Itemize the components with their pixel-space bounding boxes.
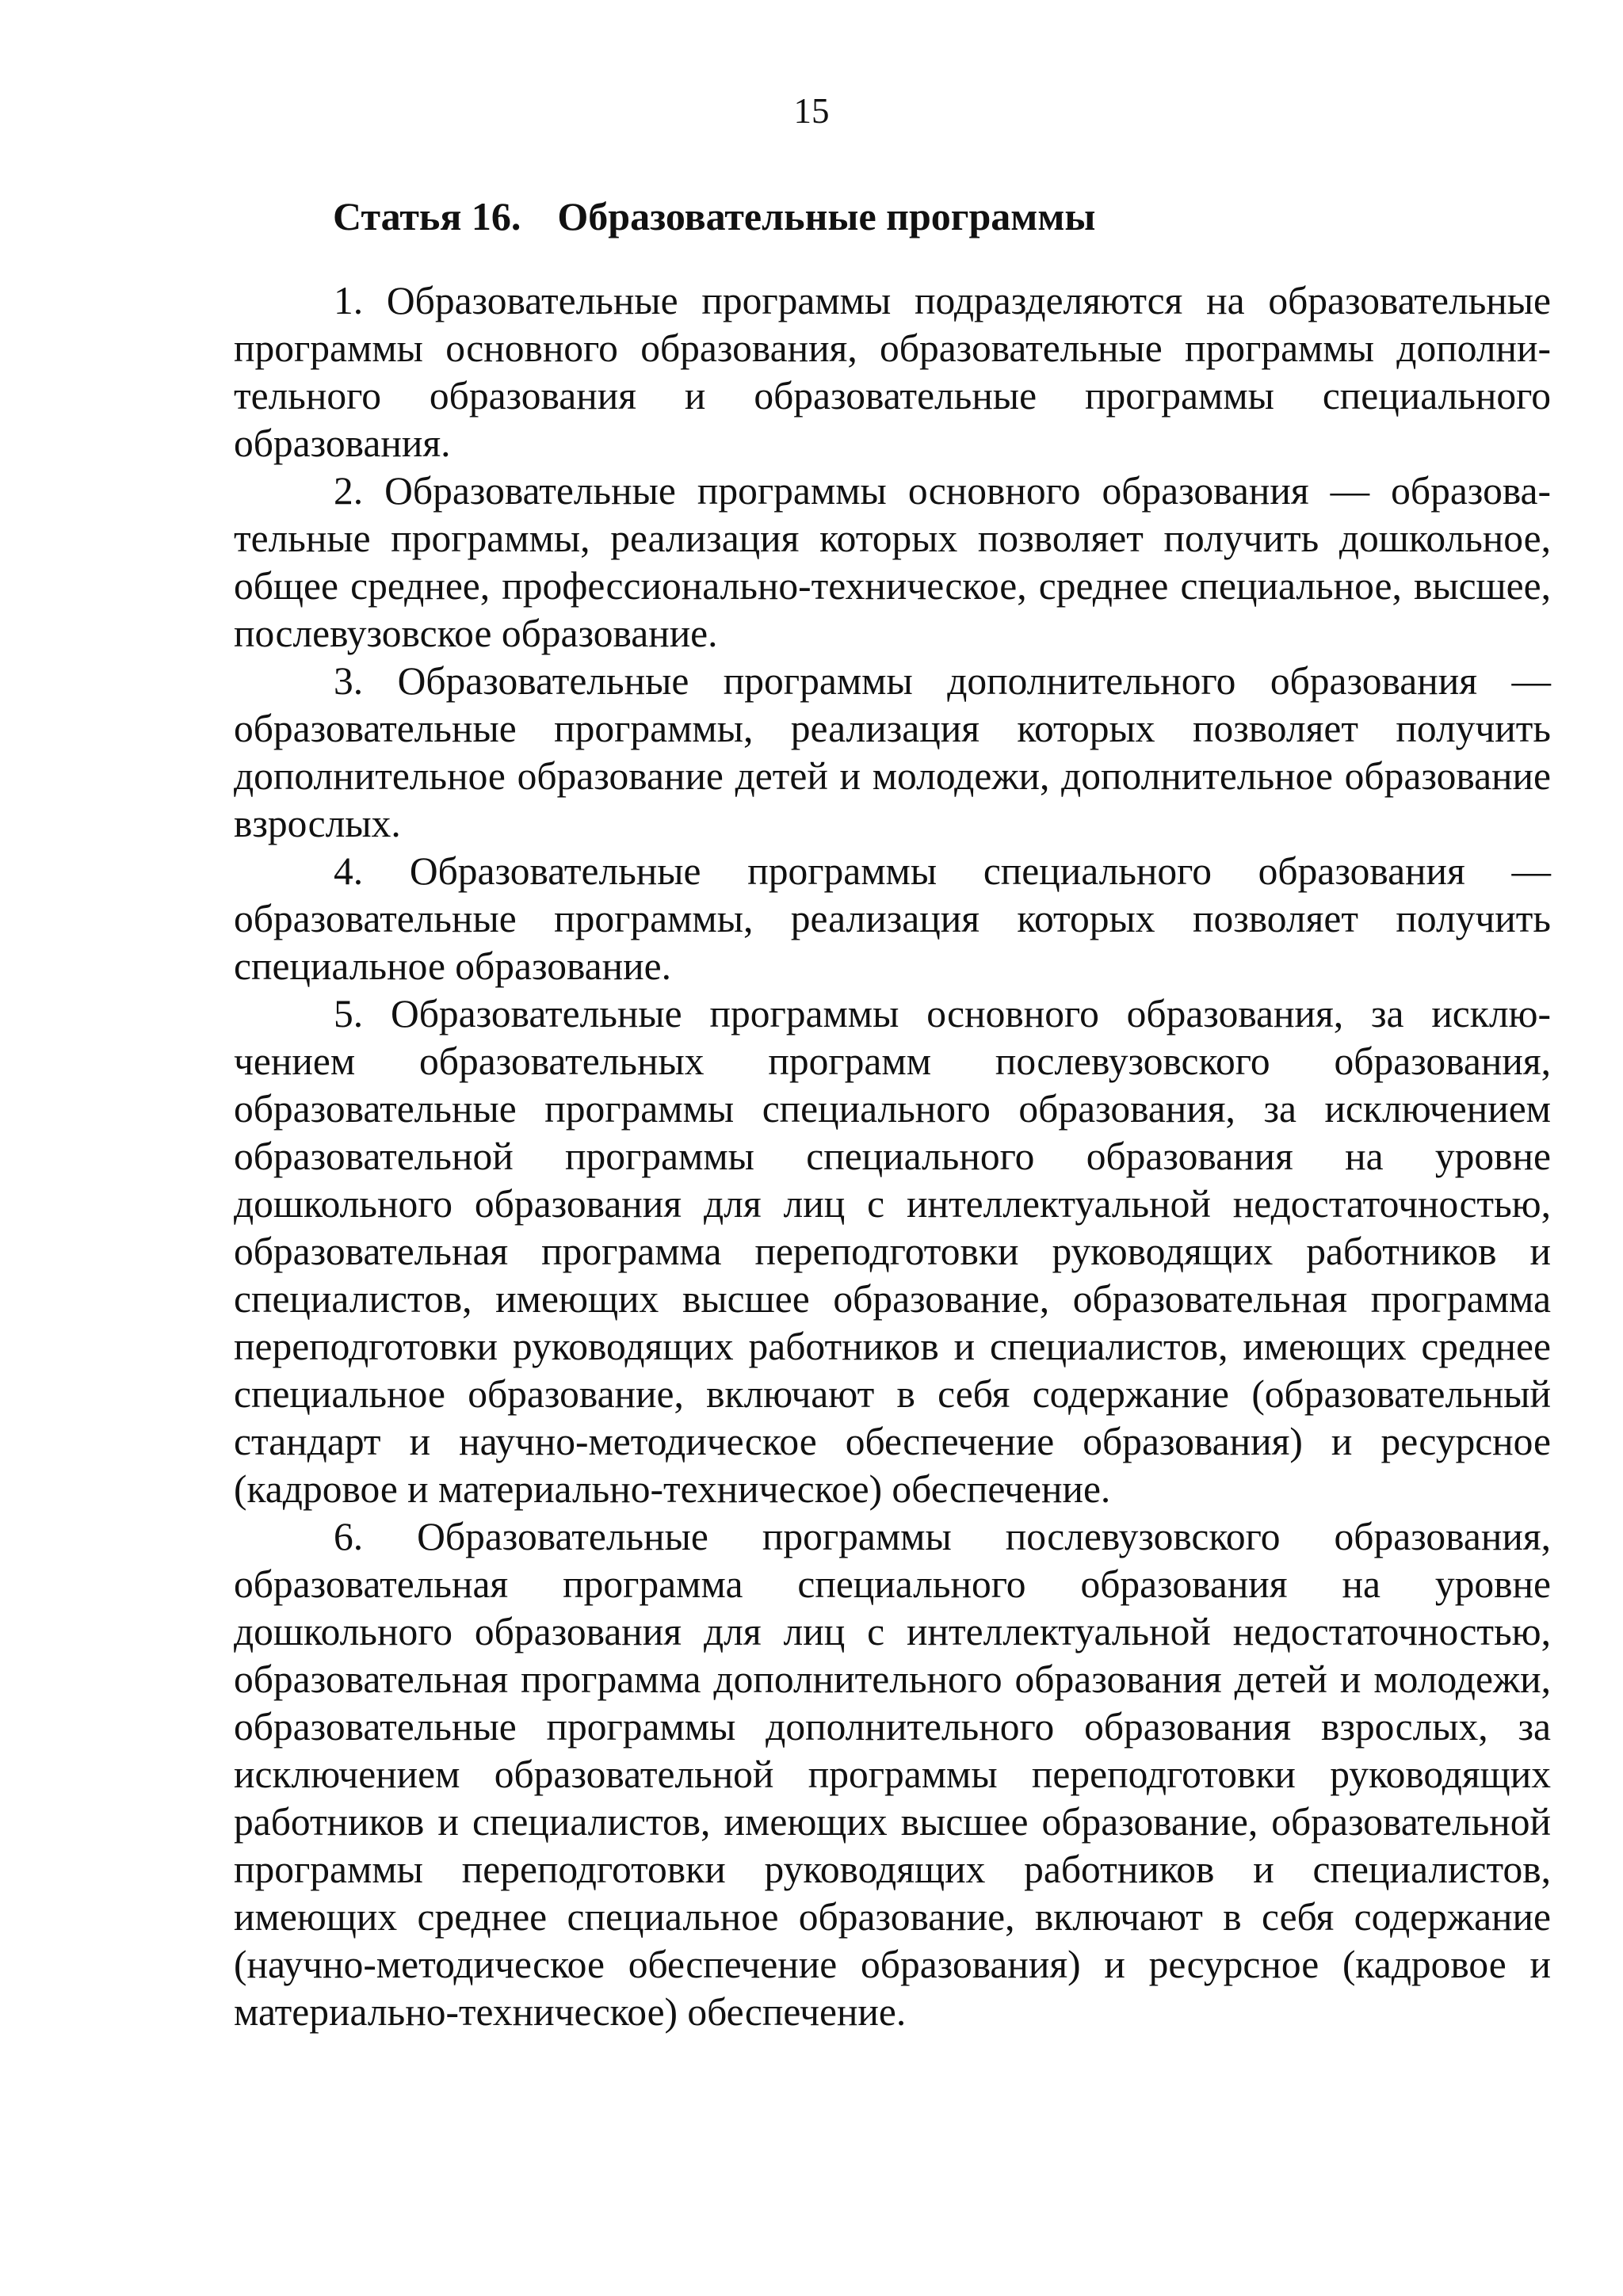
- paragraph-6: 6. Образовательные программы послевузовского образования, образовательная программа специального образования на уровне дошкольного образования для лиц с интеллектуальной недостаточностью, образовательная программа дополнительного образования детей и молодежи, образовательные программы дополнительного образования взрослых, за исключением образовательной программы переподготовки руководящих работников и специалистов, имеющих высшее образование, образовательной программы переподготовки руководящих работников и специалистов, имеющих среднее специальное образование, включают в себя содержание (научно-методическое обеспечение образования) и ресурсное (кадровое и материально-техническое) обеспечение.: [234, 1515, 1551, 2034]
- article-title: Образовательные программы: [557, 194, 1096, 238]
- article-heading: [333, 196, 1095, 236]
- paragraph-1: 1. Образовательные программы подразделяются на образовательные программы основного образования, образовательные программы дополнительного образования и образовательные программы специального образования.: [234, 279, 1551, 465]
- page-number: 15: [793, 91, 830, 131]
- paragraph-2: 2. Образовательные программы основного образования — образовательные программы, реализация которых позволяет получить дошкольное, общее среднее, профессионально-техническое, среднее специальное, высшее, послевузовское образование.: [234, 469, 1551, 655]
- article-body: [234, 277, 1551, 2036]
- paragraph-5: 5. Образовательные программы основного образования, за исключением образовательных программ послевузовского образования, образовательные программы специального образования, за исключением образовательной программы специального образования на уровне дошкольного образования для лиц с интеллектуальной недостаточностью, образовательная программа переподготовки руководящих работников и специалистов, имеющих высшее образование, образовательная программа переподготовки руководящих работников и специалистов, имеющих среднее специальное образование, включают в себя содержание (образовательный стандарт и научно-методическое обеспечение образования) и ресурсное (кадровое и материально-техническое) обеспечение.: [234, 992, 1551, 1511]
- article-number: Статья 16.: [333, 194, 521, 238]
- paragraph-4: 4. Образовательные программы специального образования — образовательные программы, реализация которых позволяет получить специальное образование.: [234, 849, 1551, 988]
- paragraph-3: 3. Образовательные программы дополнительного образования — образовательные программы, реализация которых позволяет получить дополнительное образование детей и молодежи, дополнительное образование взрослых.: [234, 659, 1551, 845]
